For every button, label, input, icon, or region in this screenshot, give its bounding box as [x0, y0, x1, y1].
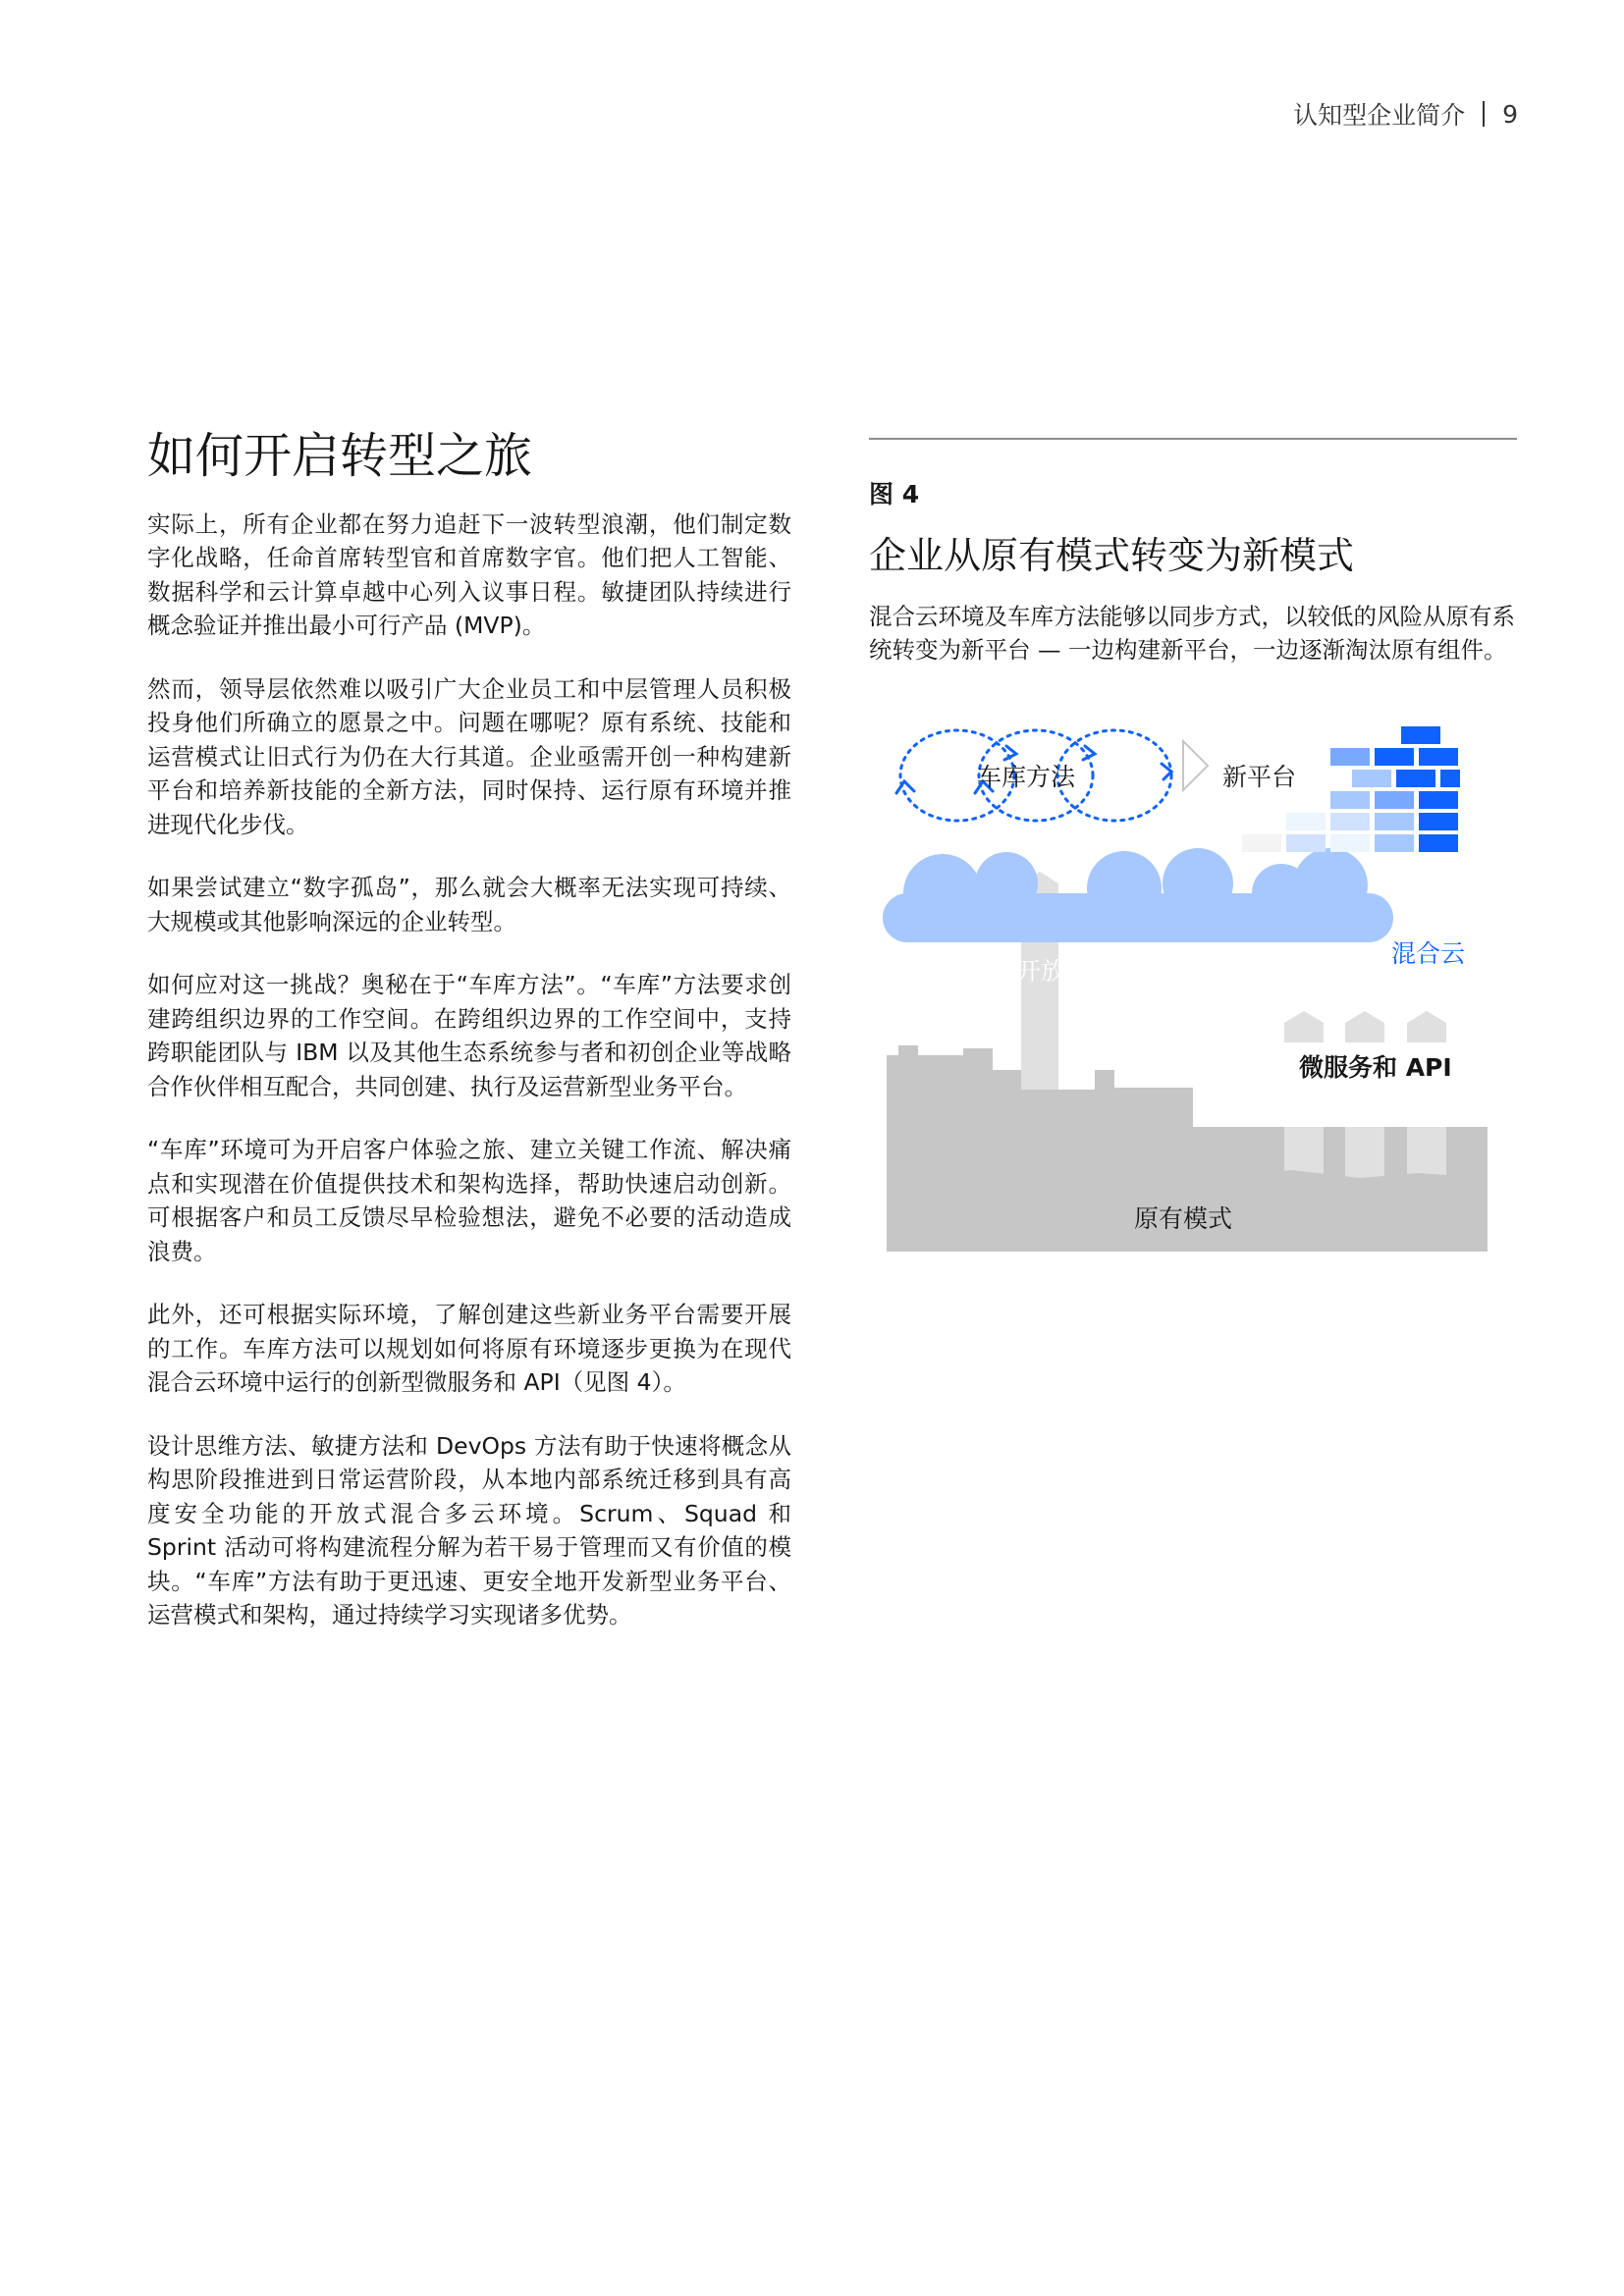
figure-column	[869, 438, 1517, 667]
hybrid-cloud-label: 混合云	[1391, 939, 1466, 968]
header-section: 认知型企业简介	[1293, 101, 1466, 130]
paragraph-4: 如何应对这一挑战？奥秘在于“车库方法”。“车库”方法要求创建跨组织边界的工作空间。在跨组织边界的工作空间中，支持跨职能团队与 IBM 以及其他生态系统参与者和初创企业等战略合作伙伴相互配合，共同创建、执行及运营新型业务平台。	[147, 971, 791, 1100]
page-header	[1293, 96, 1518, 132]
microservices-label: 微服务和 API	[1299, 1053, 1452, 1082]
article-column	[147, 428, 791, 1662]
diagram-graphic	[869, 717, 1517, 1266]
paragraph-1: 实际上，所有企业都在努力追赶下一波转型浪潮，他们制定数字化战略，任命首席转型官和首席数字官。他们把人工智能、数据科学和云计算卓越中心列入议事日程。敏捷团队持续进行概念验证并推出最小可行产品 (MVP)。	[147, 509, 791, 640]
garage-label: 车库方法	[977, 763, 1076, 791]
paragraph-5: “车库”环境可为开启客户体验之旅、建立关键工作流、解决痛点和实现潜在价值提供技术和架构选择，帮助快速启动创新。可根据客户和员工反馈尽早检验想法，避免不必要的活动造成浪费。	[147, 1136, 791, 1265]
article-title: 如何开启转型之旅	[147, 428, 533, 484]
paragraph-7: 设计思维方法、敏捷方法和 DevOps 方法有助于快速将概念从构思阶段推进到日常运营阶段，从本地内部系统迁移到具有高度安全功能的开放式混合多云环境。Scrum、Squad 和 Sprint 活动可将构建流程分解为若干易于管理而又有价值的模块。“车库”方法有助于更迅速、更安全地开发新型业务平台、运营模式和架构，通过持续学习实现诸多优势。	[147, 1431, 791, 1629]
paragraph-6: 此外，还可根据实际环境，了解创建这些新业务平台需要开展的工作。车库方法可以规划如何将原有环境逐步更换为在现代混合云环境中运行的创新型微服务和 API（见图 4）。	[147, 1301, 791, 1397]
header-divider	[1483, 101, 1485, 127]
paragraph-2: 然而，领导层依然难以吸引广大企业员工和中层管理人员积极投身他们所确立的愿景之中。问题在哪呢？原有系统、技能和运营模式让旧式行为仍在大行其道。企业亟需开创一种构建新平台和培养新技能的全新方法，同时保持、运行原有环境并推进现代化步伐。	[147, 674, 791, 838]
open-container-label: 开放式容器技术	[1016, 957, 1189, 986]
figure-description: 混合云环境及车库方法能够以同步方式，以较低的风险从原有系统转变为新平台 — 一边构建新平台，一边逐渐淘汰原有组件。	[869, 603, 1515, 665]
transition-arrow	[1183, 741, 1208, 790]
page-number: 9	[1502, 99, 1518, 129]
legacy-label: 原有模式	[1134, 1204, 1233, 1233]
new-platform-label: 新平台	[1222, 763, 1297, 791]
figure-label: 图 4	[869, 480, 920, 508]
paragraph-3: 如果尝试建立“数字孤岛”，那么就会大概率无法实现可持续、大规模或其他影响深远的企业转型。	[147, 874, 791, 935]
figure-title: 企业从原有模式转变为新模式	[869, 534, 1355, 577]
cloud-shape	[883, 848, 1393, 942]
transformation-diagram	[869, 717, 1517, 1266]
figure-divider	[869, 438, 1517, 440]
